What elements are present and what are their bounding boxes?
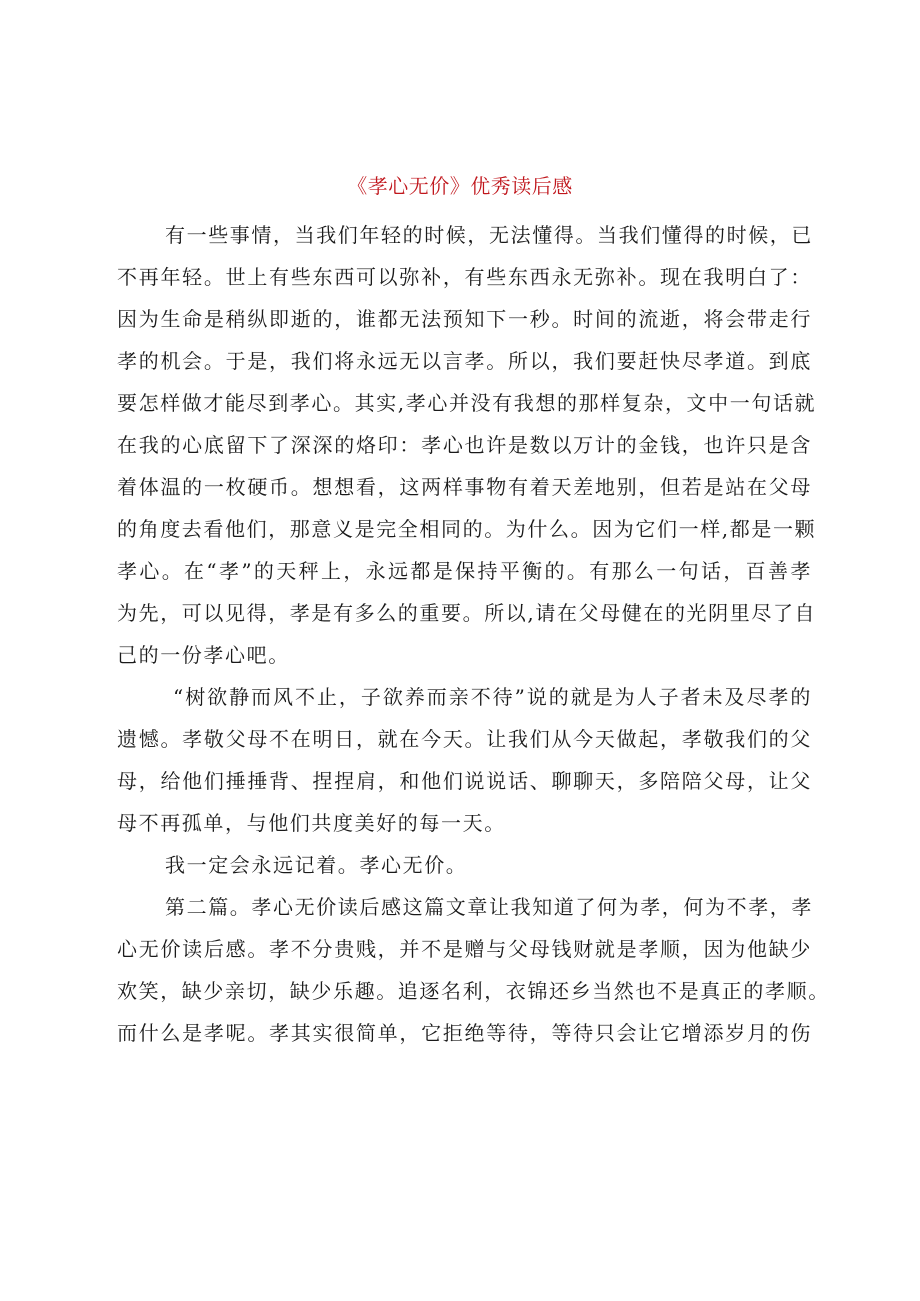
text-line: 孝心。在“孝”的天秤上，永远都是保持平衡的。有那么一句话，百善孝 — [117, 559, 812, 583]
text-line: 我一定会永远记着。孝心无价。 — [165, 853, 468, 877]
text-line: 心无价读后感。孝不分贵贱，并不是赠与父母钱财就是孝顺，因为他缺少 — [117, 937, 812, 961]
text-line: 在我的心底留下了深深的烙印：孝心也许是数以万计的金钱，也许只是含 — [117, 433, 812, 457]
text-line: 因为生命是稍纵即逝的，谁都无法预知下一秒。时间的流逝，将会带走行 — [117, 307, 812, 331]
text-line: 为先，可以见得，孝是有多么的重要。所以,请在父母健在的光阴里尽了自 — [117, 601, 817, 625]
paragraph-3 — [117, 844, 812, 886]
text-line: 的角度去看他们，那意义是完全相同的。为什么。因为它们一样,都是一颗 — [117, 517, 817, 541]
text-line: 孝的机会。于是，我们将永远无以言孝。所以，我们要赶快尽孝道。到底 — [117, 349, 812, 373]
text-line: 欢笑，缺少亲切，缺少乐趣。追逐名利，衣锦还乡当然也不是真正的孝顺。 — [117, 979, 830, 1003]
text-line: 母，给他们捶捶背、捏捏肩，和他们说说话、聊聊天，多陪陪父母，让父 — [117, 769, 812, 793]
text-line: 第二篇。孝心无价读后感这篇文章让我知道了何为孝，何为不孝，孝 — [165, 895, 813, 919]
paragraph-4 — [117, 886, 830, 1054]
text-line: 而什么是孝呢。孝其实很简单，它拒绝等待，等待只会让它增添岁月的伤 — [117, 1021, 812, 1045]
text-line: 不再年轻。世上有些东西可以弥补，有些东西永无弥补。现在我明白了： — [117, 265, 812, 289]
paragraph-2 — [117, 676, 812, 844]
text-line: 母不再孤单，与他们共度美好的每一天。 — [117, 811, 506, 835]
document-body — [117, 214, 830, 1054]
text-line: 有一些事情，当我们年轻的时候，无法懂得。当我们懂得的时候，已 — [165, 223, 813, 247]
paragraph-1 — [117, 214, 817, 676]
document-title: 《孝心无价》优秀读后感 — [347, 174, 573, 198]
text-line: 着体温的一枚硬币。想想看，这两样事物有着天差地别，但若是站在父母 — [117, 475, 812, 499]
text-line: 遗憾。孝敬父母不在明日，就在今天。让我们从今天做起，孝敬我们的父 — [117, 727, 812, 751]
text-line: “树欲静而风不止，子欲养而亲不待”说的就是为人子者未及尽孝的 — [173, 685, 812, 709]
text-line: 己的一份孝心吧。 — [117, 643, 290, 667]
text-line: 要怎样做才能尽到孝心。其实,孝心并没有我想的那样复杂，文中一句话就 — [117, 391, 817, 415]
